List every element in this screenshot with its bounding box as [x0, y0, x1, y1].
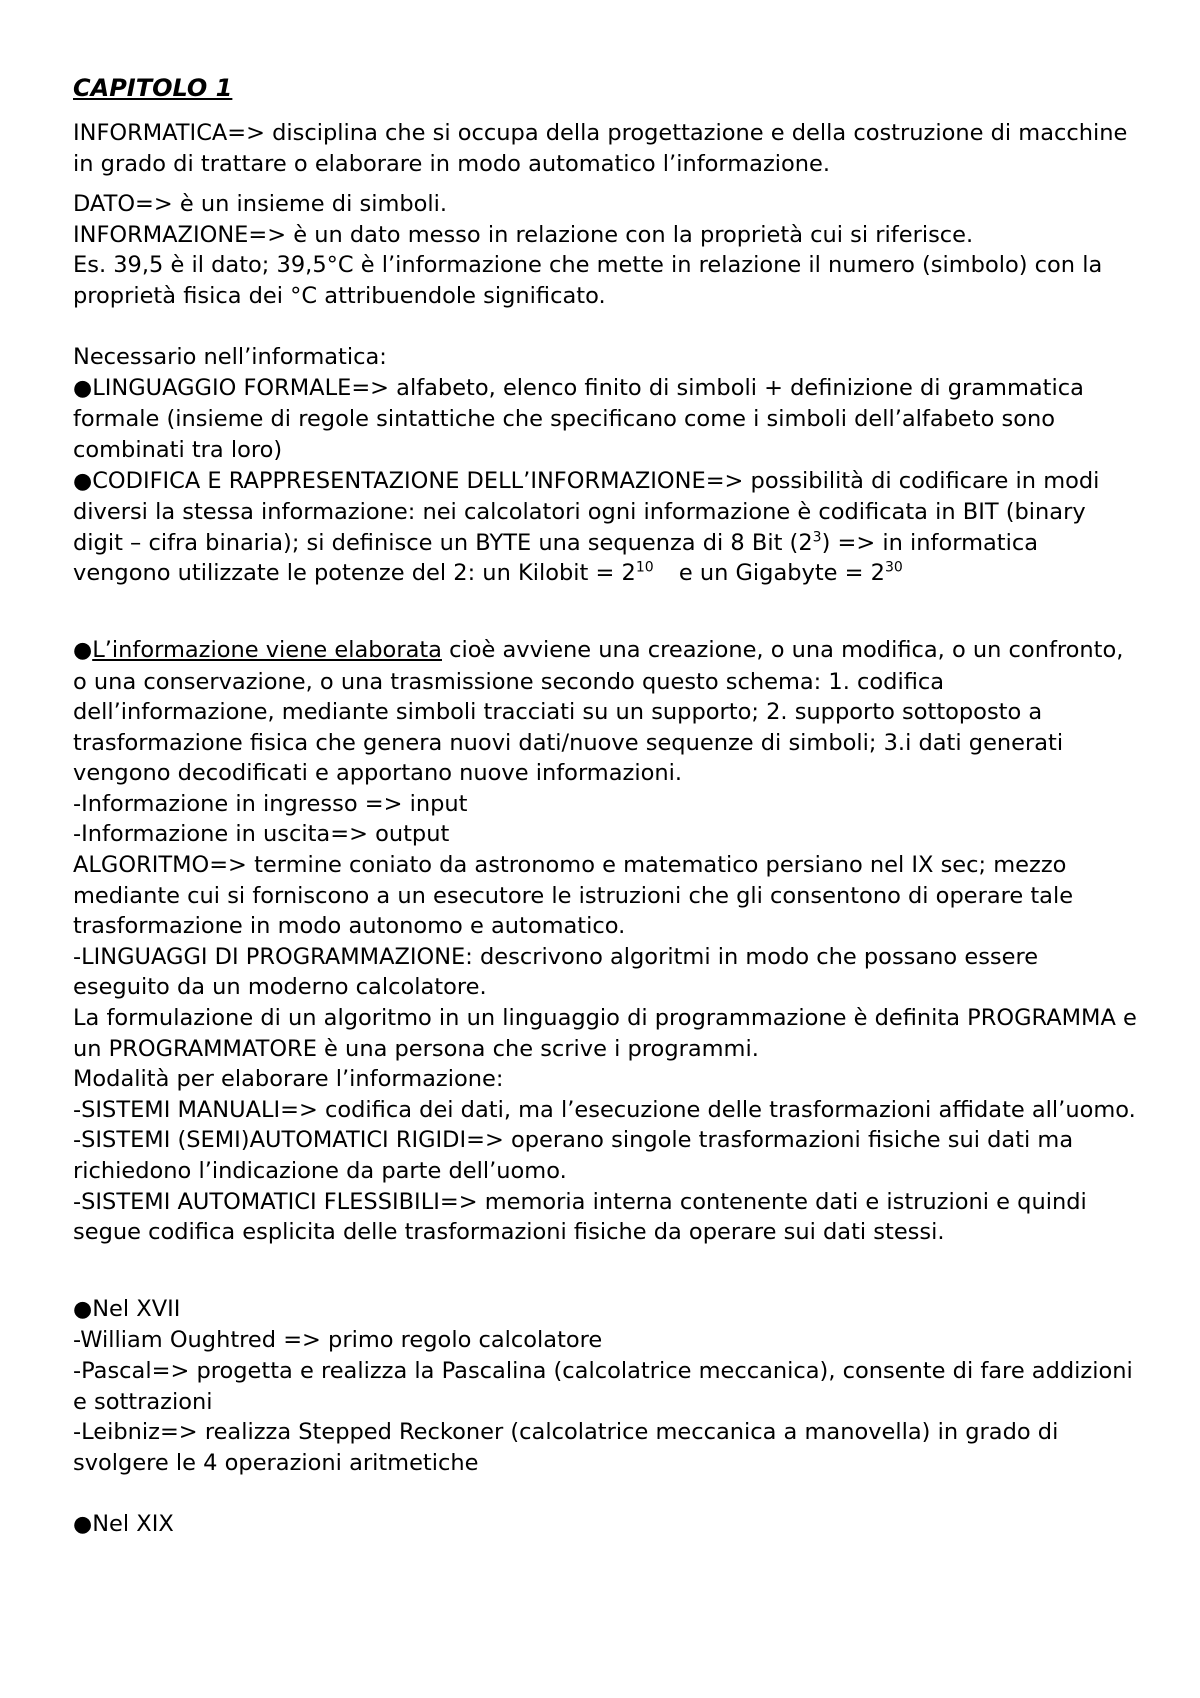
xix-heading-text: Nel XIX	[92, 1510, 174, 1537]
paragraph-dato: DATO=> è un insieme di simboli.	[73, 191, 448, 218]
elaborata-text: cioè avviene una creazione, o una modifica, o un confronto, o una conservazione, o una trasmissione secondo questo schema: 1. codifica dell’informazione, mediante simboli tracciati su un supporto; 2. supporto sottoposto a trasformazione fisica che genera nuovi dati/nuove sequenze di simboli; 3.i dati generati vengono decodificati e apportano nuove informazioni.	[73, 636, 1124, 787]
bullet-elaborata	[73, 635, 1138, 789]
linguaggio-text: LINGUAGGIO FORMALE=> alfabeto, elenco finito di simboli + definizione di grammatica formale (insieme di regole sintattiche che specificano come i simboli dell’alfabeto sono combinati tra loro)	[73, 374, 1084, 463]
xvii-item: -William Oughtred => primo regolo calcolatore	[73, 1327, 603, 1354]
bullet-icon: ●	[73, 375, 93, 401]
bullet-linguaggio-formale	[73, 373, 1138, 466]
document-page	[73, 72, 1138, 1541]
bullet-icon: ●	[73, 1296, 93, 1322]
bullet-codifica	[73, 466, 1138, 589]
line-modalita: Modalità per elaborare l’informazione:	[73, 1066, 504, 1093]
heading-xix	[73, 1509, 1138, 1541]
exponent-10: 10	[635, 559, 654, 576]
line-algoritmo: ALGORITMO=> termine coniato da astronomo e matematico persiano nel IX sec; mezzo mediante cui si forniscono a un esecutore le istruzioni che gli consentono di operare tale trasformazione in modo autonomo e automatico.	[73, 852, 1074, 940]
bullet-icon: ●	[73, 468, 93, 494]
paragraph-informatica: INFORMATICA=> disciplina che si occupa della progettazione e della costruzione di macchine in grado di trattare o elaborare in modo automatico l’informazione.	[73, 120, 1128, 177]
line-input: -Informazione in ingresso => input	[73, 790, 468, 817]
line-sistemi-flessibili: -SISTEMI AUTOMATICI FLESSIBILI=> memoria interna contenente dati e istruzioni e quindi segue codifica esplicita delle trasformazioni fisiche da operare sui dati stessi.	[73, 1188, 1087, 1246]
paragraph-necessario: Necessario nell’informatica:	[73, 344, 387, 371]
xvii-item: -Leibniz=> realizza Stepped Reckoner (calcolatrice meccanica a manovella) in grado di svolgere le 4 operazioni aritmetiche	[73, 1419, 1059, 1476]
line-sistemi-manuali: -SISTEMI MANUALI=> codifica dei dati, ma l’esecuzione delle trasformazioni affidate all’uomo.	[73, 1096, 1136, 1123]
paragraph-esempio: Es. 39,5 è il dato; 39,5°C è l’informazione che mette in relazione il numero (simbolo) con la proprietà fisica dei °C attribuendole significato.	[73, 252, 1103, 309]
line-sistemi-rigidi: -SISTEMI (SEMI)AUTOMATICI RIGIDI=> operano singole trasformazioni fisiche sui dati ma richiedono l’indicazione da parte dell’uomo.	[73, 1127, 1074, 1184]
elaborata-underlined: L’informazione viene elaborata	[92, 636, 442, 663]
xvii-item: -Pascal=> progetta e realizza la Pascalina (calcolatrice meccanica), consente di fare addizioni e sottrazioni	[73, 1357, 1133, 1415]
codifica-text-b: ) => in informatica vengono utilizzate le potenze del 2: un Kilobit = 2	[73, 529, 1039, 587]
line-output: -Informazione in uscita=> output	[73, 821, 450, 848]
bullet-icon: ●	[73, 1511, 93, 1537]
bullet-icon: ●	[73, 637, 93, 663]
exponent-30: 30	[884, 559, 903, 576]
line-linguaggi-programmazione: -LINGUAGGI DI PROGRAMMAZIONE: descrivono algoritmi in modo che possano essere eseguito da un moderno calcolatore.	[73, 943, 1039, 1001]
paragraph-informazione: INFORMAZIONE=> è un dato messo in relazione con la proprietà cui si riferisce.	[73, 221, 974, 248]
xvii-heading-text: Nel XVII	[92, 1295, 181, 1322]
heading-xvii	[73, 1294, 1138, 1326]
codifica-text-c: e un Gigabyte = 2	[671, 560, 885, 587]
line-programma: La formulazione di un algoritmo in un linguaggio di programmazione è definita PROGRAMMA e un PROGRAMMATORE è una persona che scrive i programmi.	[73, 1005, 1137, 1062]
codifica-text-a: CODIFICA E RAPPRESENTAZIONE DELL’INFORMAZIONE=> possibilità di codificare in modi diversi la stessa informazione: nei calcolatori ogni informazione è codificata in BIT (binary digit – cifra binaria); si definisce un BYTE una sequenza di 8 Bit (2	[73, 467, 1100, 556]
exponent-3: 3	[812, 529, 822, 546]
chapter-title: CAPITOLO 1	[73, 74, 233, 102]
